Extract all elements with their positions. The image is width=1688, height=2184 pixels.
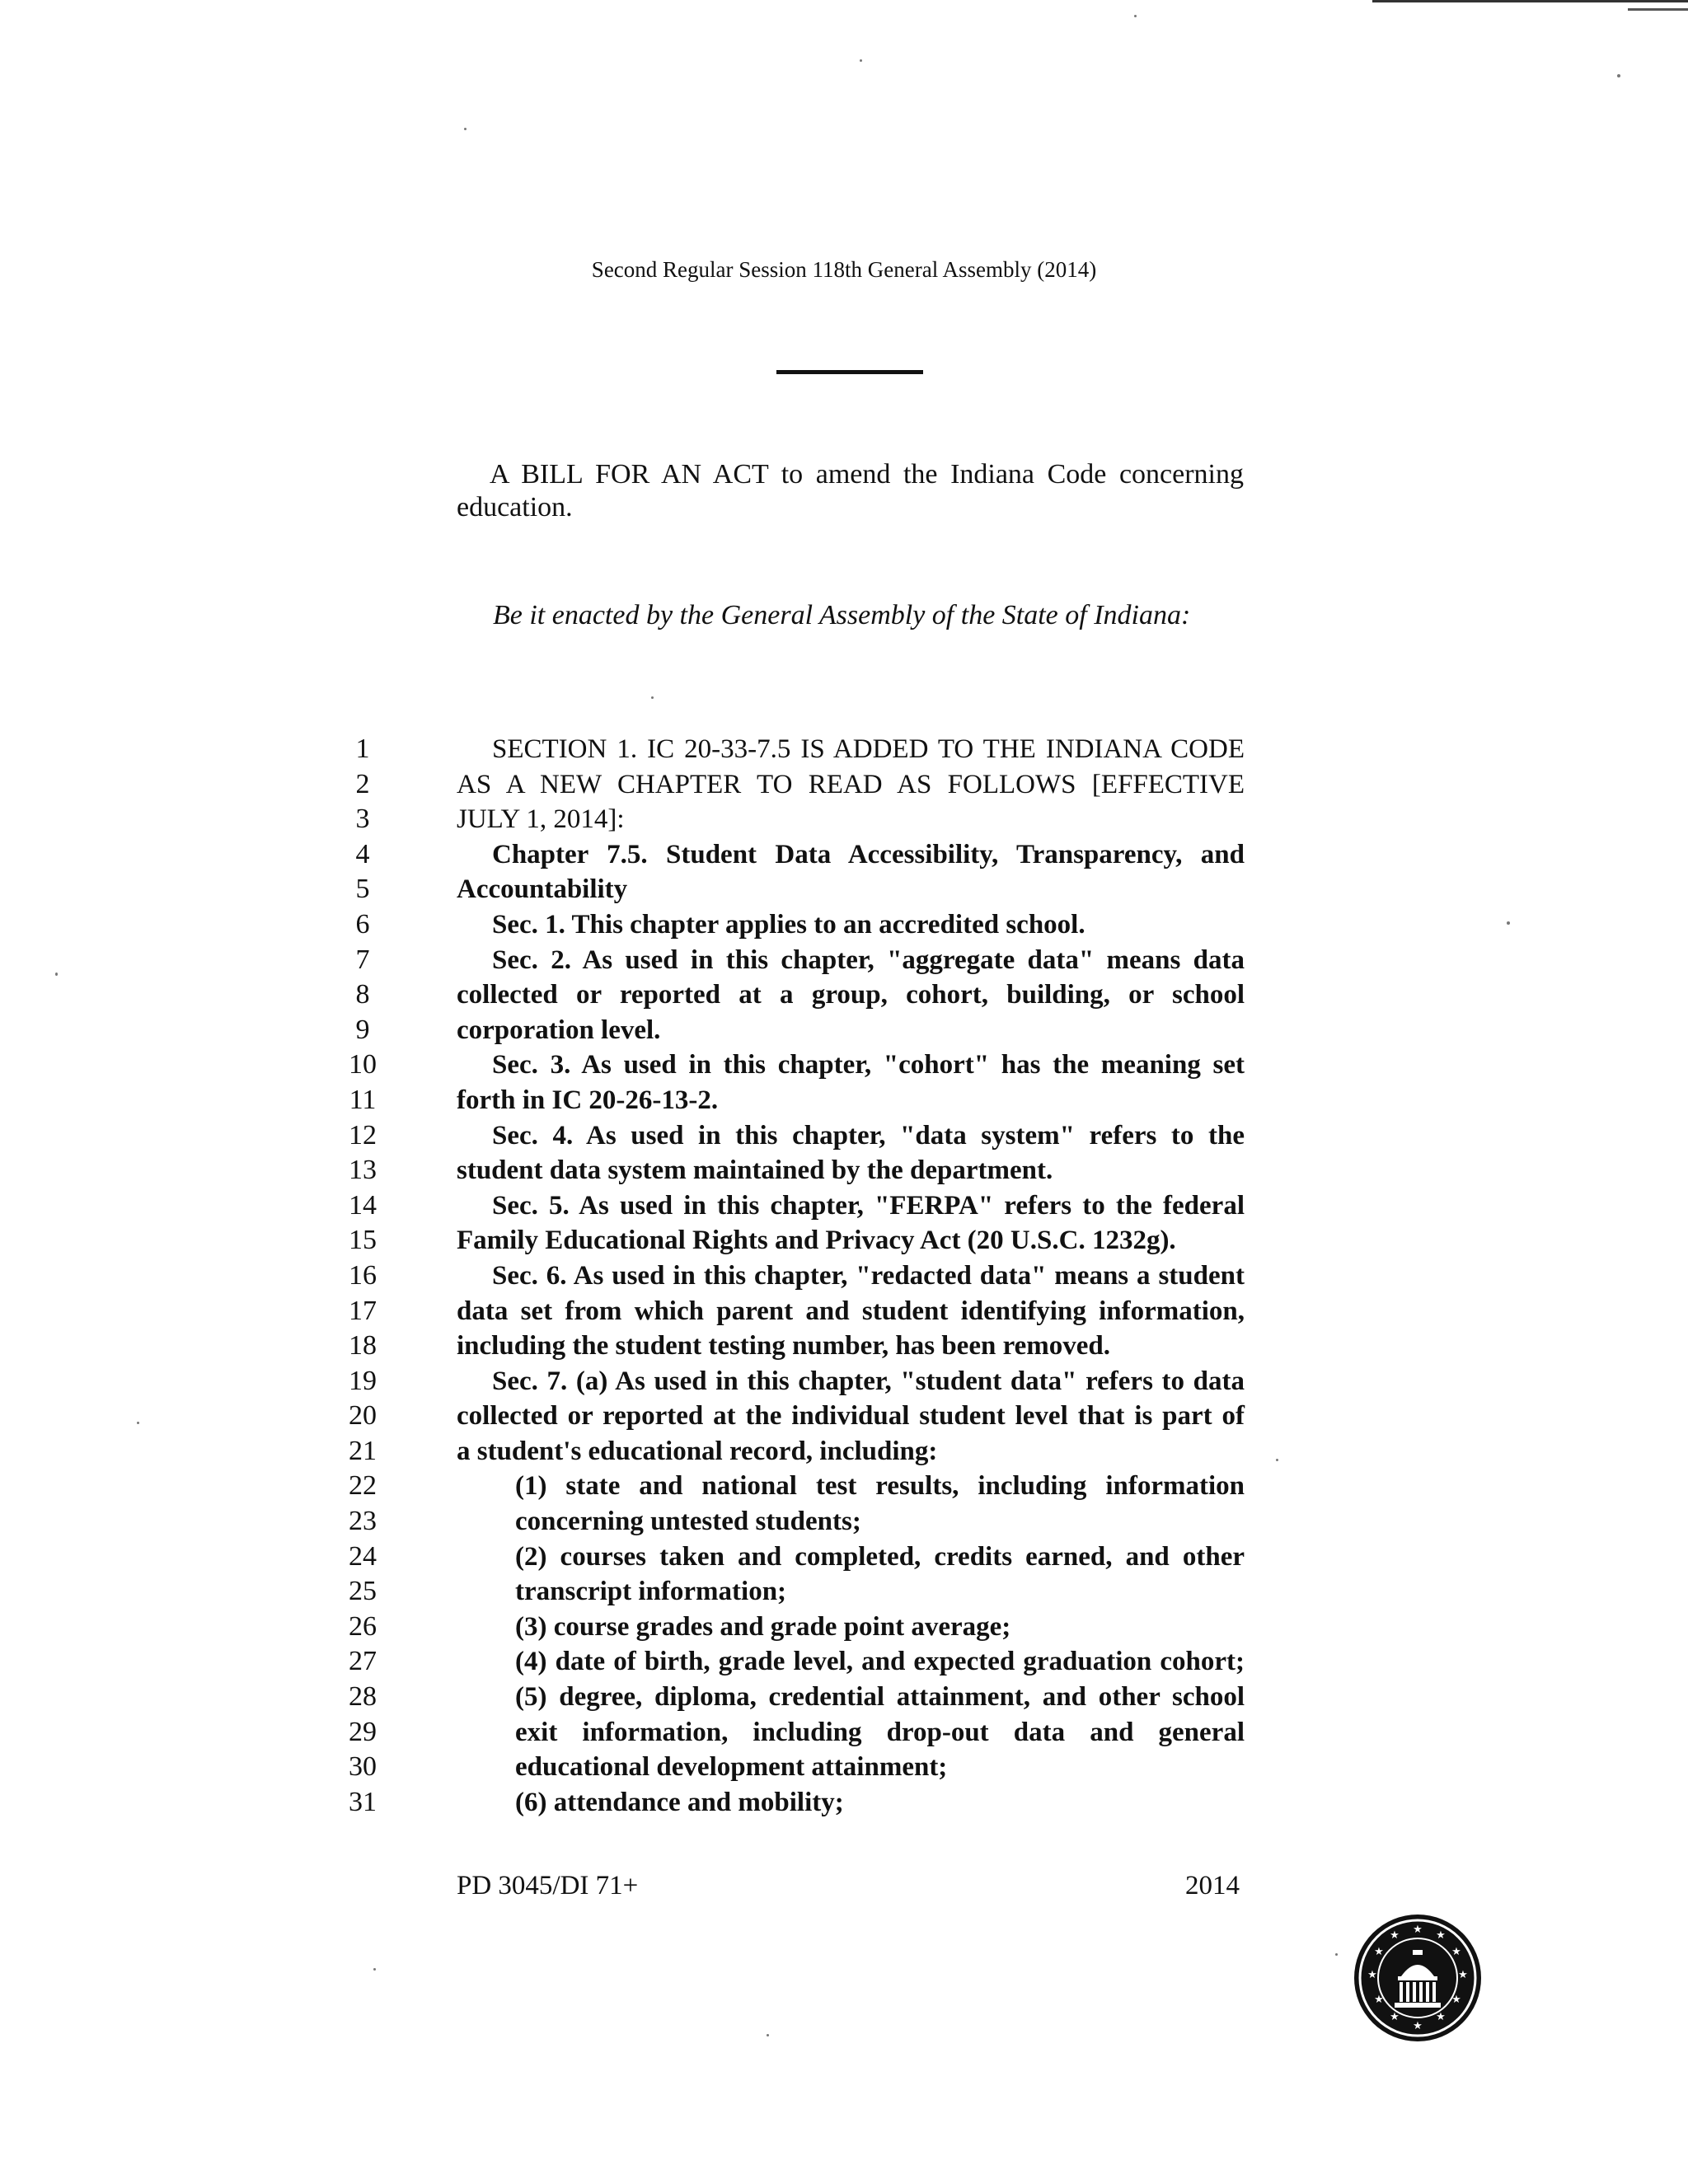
bill-line: collected or reported at a group, cohort, building, or school	[457, 980, 1245, 1010]
line-number: 27	[349, 1646, 377, 1677]
bill-line: (3) course grades and grade point average;	[515, 1611, 1011, 1642]
line-number: 19	[349, 1365, 377, 1396]
svg-text:★: ★	[1451, 1946, 1461, 1958]
svg-text:★: ★	[1390, 2011, 1400, 2023]
svg-text:★: ★	[1451, 1994, 1461, 2006]
line-number: 9	[355, 1014, 370, 1045]
bill-line: Sec. 5. As used in this chapter, "FERPA" refers to the federal	[492, 1190, 1245, 1221]
session-header: Second Regular Session 118th General Assembly (2014)	[591, 257, 1097, 282]
line-number: 29	[349, 1716, 377, 1747]
bill-line: data set from which parent and student identifying information,	[457, 1296, 1245, 1326]
header-divider	[776, 370, 923, 374]
line-number: 1	[355, 733, 370, 764]
scan-edge-line	[1372, 0, 1688, 2]
bill-line: JULY 1, 2014]:	[457, 804, 625, 835]
bill-line: including the student testing number, has been removed.	[457, 1331, 1111, 1361]
scan-speck	[651, 696, 654, 699]
bill-body	[457, 732, 1245, 1820]
bill-line: (1) state and national test results, including information	[515, 1471, 1245, 1502]
line-number: 3	[355, 804, 370, 835]
bill-line: Sec. 4. As used in this chapter, "data system" refers to the	[492, 1120, 1245, 1151]
bill-line: AS A NEW CHAPTER TO READ AS FOLLOWS [EFFECTIVE	[457, 769, 1245, 799]
svg-text:★: ★	[1436, 2011, 1446, 2023]
line-number: 31	[349, 1786, 377, 1817]
bill-line: (2) courses taken and completed, credits earned, and other	[515, 1541, 1245, 1572]
scan-speck	[1617, 74, 1620, 77]
bill-line: a student's educational record, including:	[457, 1436, 938, 1466]
line-number: 12	[349, 1119, 377, 1151]
line-number: 18	[349, 1330, 377, 1361]
line-number: 17	[349, 1295, 377, 1326]
bill-line: transcript information;	[515, 1577, 787, 1607]
bill-line: (5) degree, diploma, credential attainment, and other school	[515, 1682, 1245, 1713]
bill-line: Family Educational Rights and Privacy Act (20 U.S.C. 1232g).	[457, 1226, 1176, 1256]
bill-line: Sec. 1. This chapter applies to an accredited school.	[492, 909, 1085, 940]
line-number: 21	[349, 1435, 377, 1466]
svg-text:★: ★	[1413, 1924, 1423, 1936]
scan-speck	[55, 972, 58, 976]
svg-text:★: ★	[1374, 1994, 1384, 2006]
bill-line: student data system maintained by the department.	[457, 1155, 1053, 1186]
bill-line: exit information, including drop-out data and general	[515, 1717, 1245, 1747]
line-number: 8	[355, 979, 370, 1010]
bill-title	[457, 458, 1244, 524]
line-number: 11	[349, 1084, 377, 1115]
scan-speck	[137, 1422, 139, 1424]
scan-speck	[767, 2034, 769, 2036]
svg-text:★: ★	[1413, 2020, 1423, 2032]
bill-title-line-1: A BILL FOR AN ACT to amend the Indiana Code concerning	[490, 459, 1244, 490]
line-number: 7	[355, 944, 370, 975]
line-number: 26	[349, 1610, 377, 1642]
document-id: PD 3045/DI 71+	[457, 1871, 639, 1900]
line-number: 16	[349, 1259, 377, 1291]
bill-line: SECTION 1. IC 20-33-7.5 IS ADDED TO THE INDIANA CODE	[492, 734, 1245, 764]
line-number: 5	[355, 874, 370, 905]
scan-speck	[373, 1968, 376, 1971]
scan-speck	[1335, 1953, 1338, 1956]
bill-line: educational development attainment;	[515, 1752, 948, 1783]
line-number: 10	[349, 1049, 377, 1080]
line-number: 24	[349, 1540, 377, 1572]
scan-speck	[464, 128, 467, 130]
scan-speck	[1134, 15, 1137, 17]
line-number: 6	[355, 908, 370, 940]
bill-line: Sec. 2. As used in this chapter, "aggregate data" means data	[492, 944, 1245, 975]
bill-line: Sec. 7. (a) As used in this chapter, "student data" refers to data	[492, 1366, 1245, 1396]
bill-line: (6) attendance and mobility;	[515, 1787, 844, 1817]
scan-speck	[860, 59, 862, 62]
footer-year: 2014	[1185, 1871, 1240, 1900]
line-number: 4	[355, 838, 370, 869]
line-number: 2	[355, 768, 370, 799]
line-number: 25	[349, 1576, 377, 1607]
svg-text:★: ★	[1436, 1929, 1446, 1942]
line-number-column	[313, 732, 412, 1820]
bill-line: forth in IC 20-26-13-2.	[457, 1085, 719, 1115]
scan-speck	[1507, 921, 1510, 925]
line-number: 14	[349, 1189, 377, 1221]
line-number: 30	[349, 1751, 377, 1783]
scan-speck	[1276, 1459, 1278, 1461]
line-number: 20	[349, 1400, 377, 1432]
bill-line: corporation level.	[457, 1015, 661, 1045]
indiana-state-seal-icon	[1352, 1912, 1484, 2044]
scan-edge-line	[1628, 8, 1688, 11]
bill-line: collected or reported at the individual student level that is part of	[457, 1401, 1245, 1432]
line-number: 23	[349, 1506, 377, 1537]
svg-text:★: ★	[1458, 1969, 1468, 1981]
svg-text:★: ★	[1367, 1969, 1377, 1981]
line-number: 22	[349, 1470, 377, 1502]
svg-text:★: ★	[1374, 1946, 1384, 1958]
bill-line: (4) date of birth, grade level, and expected graduation cohort;	[515, 1647, 1245, 1677]
enacting-clause: Be it enacted by the General Assembly of the State of Indiana:	[493, 600, 1191, 630]
svg-text:★: ★	[1390, 1929, 1400, 1942]
bill-line: Sec. 3. As used in this chapter, "cohort" has the meaning set	[492, 1050, 1245, 1080]
bill-title-line-2: education.	[457, 492, 573, 523]
line-number: 28	[349, 1681, 377, 1713]
line-number: 15	[349, 1225, 377, 1256]
bill-line: Chapter 7.5. Student Data Accessibility, Transparency, and	[492, 839, 1245, 869]
line-number: 13	[349, 1155, 377, 1186]
bill-line: concerning untested students;	[515, 1507, 861, 1537]
bill-line: Sec. 6. As used in this chapter, "redacted data" means a student	[492, 1260, 1245, 1291]
bill-line: Accountability	[457, 874, 628, 905]
